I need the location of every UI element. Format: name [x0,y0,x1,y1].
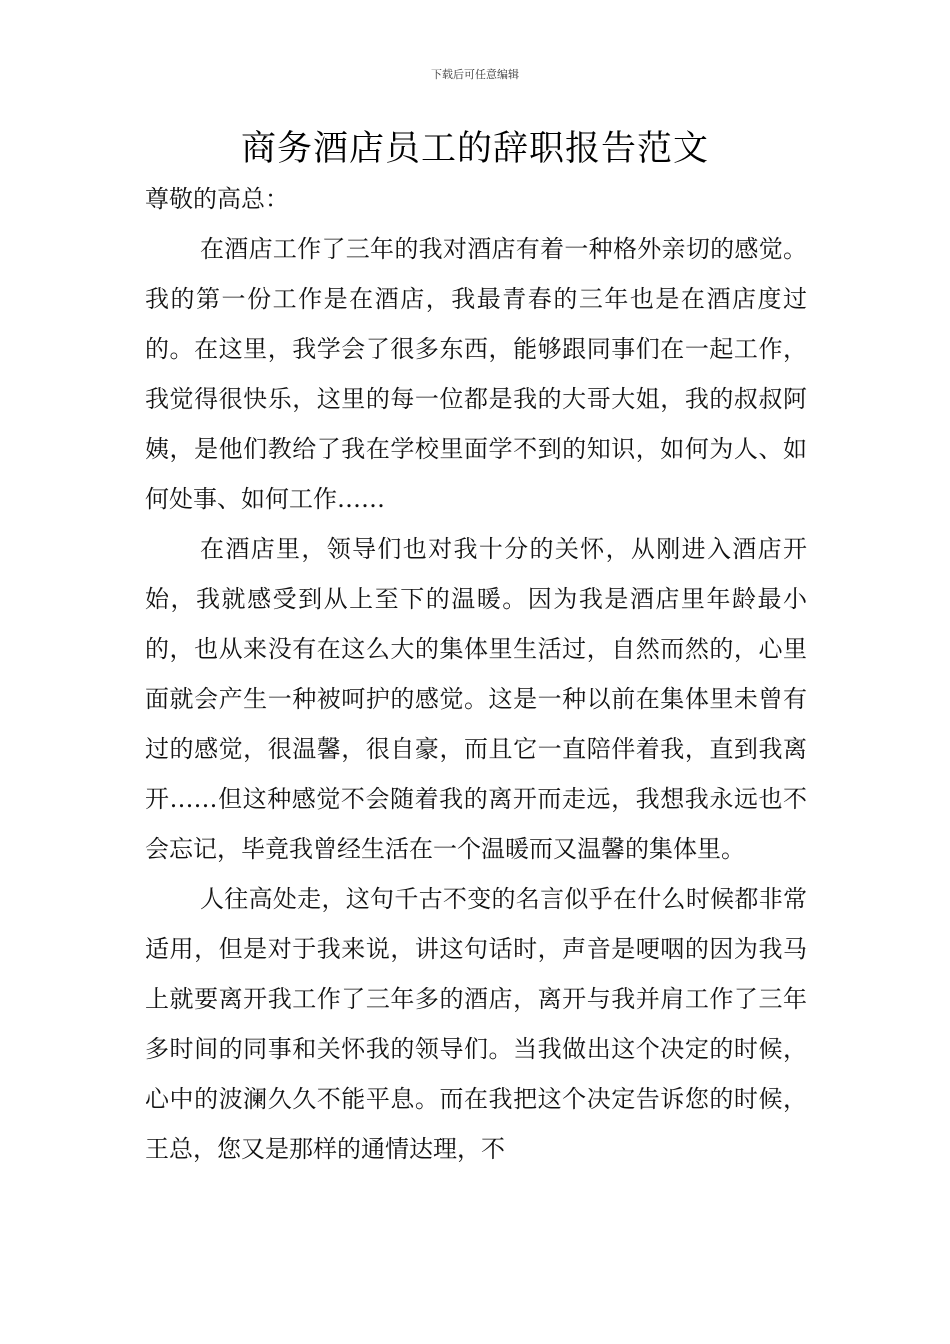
header-note: 下载后可任意编辑 [431,68,519,81]
paragraph-2: 在酒店里，领导们也对我十分的关怀，从刚进入酒店开始，我就感受到从上至下的温暖。因为我是酒店里年龄最小的，也从来没有在这么大的集体里生活过，自然而然的，心里面就会产生一种被呵护的感觉。这是一种以前在集体里未曾有过的感觉，很温馨，很自豪，而且它一直陪伴着我，直到我离开……但这种感觉不会随着我的离开而走远，我想我永远也不会忘记，毕竟我曾经生活在一个温暖而又温馨的集体里。 [145,535,807,863]
document-title: 商务酒店员工的辞职报告范文 [240,129,709,169]
paragraph-3: 人往高处走，这句千古不变的名言似乎在什么时候都非常适用，但是对于我来说，讲这句话时，声音是哽咽的因为我马上就要离开我工作了三年多的酒店，离开与我并肩工作了三年多时间的同事和关怀我的领导们。当我做出这个决定的时候，心中的波澜久久不能平息。而在我把这个决定告诉您的时候，王总，您又是那样的通情达理，不 [145,885,807,1163]
paragraph-1: 在酒店工作了三年的我对酒店有着一种格外亲切的感觉。我的第一份工作是在酒店，我最青春的三年也是在酒店度过的。在这里，我学会了很多东西，能够跟同事们在一起工作，我觉得很快乐，这里的每一位都是我的大哥大姐，我的叔叔阿姨，是他们教给了我在学校里面学不到的知识，如何为人、如何处事、如何工作…… [145,235,807,513]
salutation: 尊敬的高总： [145,185,289,213]
letter-body [145,174,807,1174]
